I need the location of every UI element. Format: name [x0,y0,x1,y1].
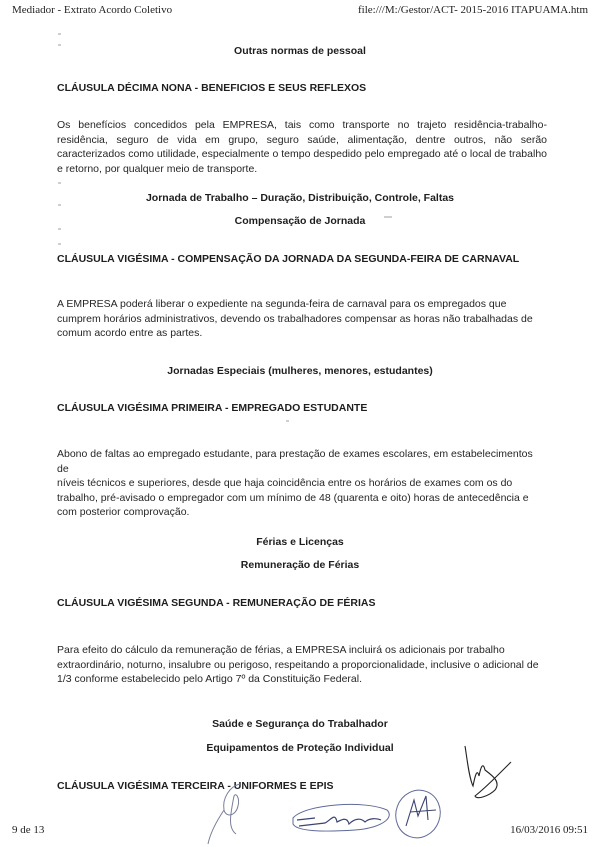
section-heading-outras-normas: Outras normas de pessoal [234,45,366,57]
clause-19-text: Os benefícios concedidos pela EMPRESA, tais como transporte no trajeto residência-trabalho-residência, seguro de vida em grupo, seguro saúde, alimentação, dentre outros, não serão caracterizados como utilidade, especialmente o tempo despedido pelo empregado até o local de trabalho e retorno, por qualquer meio de transporte. [57,119,547,175]
section-heading-jornadas-especiais: Jornadas Especiais (mulheres, menores, estudantes) [167,365,433,377]
document-url: file:///M:/Gestor/ACT- 2015-2016 ITAPUAMA.htm [357,4,588,16]
text-line: extraordinário, noturno, insalubre ou perigoso, respeitando a proporcionalidade, inclusive o adicional de [57,658,539,671]
text-line: A EMPRESA poderá liberar o expediente na segunda-feira de carnaval para os empregados que [57,298,507,310]
section-heading-jornada: Jornada de Trabalho – Duração, Distribuição, Controle, Faltas [145,192,455,204]
section-heading-epi: Equipamentos de Proteção Individual [206,742,394,754]
clause-21-title: CLÁUSULA VIGÉSIMA PRIMEIRA - EMPREGADO ESTUDANTE [57,402,368,414]
scan-speck [58,182,61,184]
signature-2 [285,798,395,838]
section-heading-saude: Saúde e Segurança do Trabalhador [212,718,388,730]
scan-speck [58,204,61,206]
clause-23-title: CLÁUSULA VIGÉSIMA TERCEIRA - UNIFORMES E EPIS [57,780,334,792]
section-heading-ferias: Férias e Licenças [256,536,344,548]
scan-speck [286,420,289,422]
text-line: 1/3 conforme estabelecido pelo Artigo 7º da Constituição Federal. [57,673,363,686]
scan-speck [58,33,61,35]
signature-3 [392,786,452,846]
scan-speck [58,228,61,230]
text-line: trabalho, pré-avisado o empregador com um mínimo de 48 (quarenta e oito) horas de antecedência e [57,491,529,504]
clause-21-text [57,447,547,520]
section-heading-compensacao: Compensação de Jornada [234,215,366,227]
page-number: 9 de 13 [12,824,45,836]
text-line: níveis técnicos e superiores, desde que haja coincidência entre os horários de exames com os do [57,477,513,490]
scan-speck [58,243,61,245]
text-line: Abono de faltas ao empregado estudante, para prestação de exames escolares, em estabelecimentos de [57,448,533,475]
clause-22-text [57,643,547,687]
text-line: comum acordo entre as partes. [57,327,203,340]
text-line: com posterior comprovação. [57,506,190,519]
document-title: Mediador - Extrato Acordo Coletivo [12,4,173,16]
clause-20-title: CLÁUSULA VIGÉSIMA - COMPENSAÇÃO DA JORNADA DA SEGUNDA-FEIRA DE CARNAVAL [57,253,520,265]
clause-20-text [57,297,547,341]
signature-4 [455,738,515,803]
text-line: Para efeito do cálculo da remuneração de férias, a EMPRESA incluirá os adicionais por trabalho [57,644,505,656]
text-line: cumprem horários administrativos, devendo os trabalhadores compensar as horas não trabalhadas de [57,312,533,325]
print-datetime: 16/03/2016 09:51 [510,824,588,836]
section-heading-remuneracao: Remuneração de Férias [240,559,360,571]
clause-19-title: CLÁUSULA DÉCIMA NONA - BENEFICIOS E SEUS REFLEXOS [57,82,367,94]
clause-22-title: CLÁUSULA VIGÉSIMA SEGUNDA - REMUNERAÇÃO DE FÉRIAS [57,597,376,609]
signature-1 [200,776,260,846]
